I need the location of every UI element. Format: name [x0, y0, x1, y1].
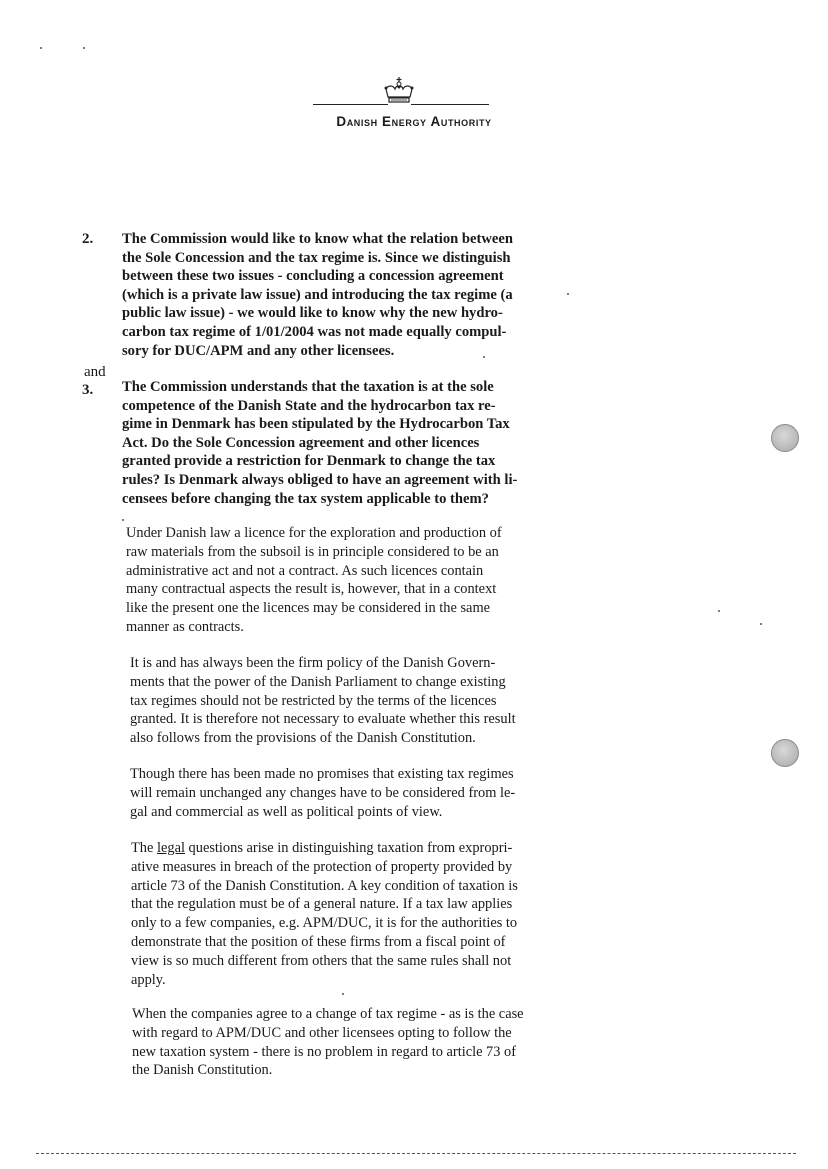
question-line: carbon tax regime of 1/01/2004 was not made equally compul-	[122, 323, 507, 340]
question-line: The Commission would like to know what the relation between	[122, 231, 513, 247]
question-line: rules? Is Denmark always obliged to have an agreement with li-	[122, 471, 518, 488]
scan-speck	[83, 47, 85, 49]
answer-line: ative measures in breach of the protection of property provided by	[131, 858, 513, 875]
question-number: 3.	[82, 382, 94, 398]
question-connector: and	[84, 364, 106, 380]
question-text	[122, 378, 582, 508]
question-line: between these two issues - concluding a concession agreement	[122, 268, 504, 285]
question-line: Act. Do the Sole Concession agreement and other licences	[122, 434, 480, 451]
punch-hole	[771, 739, 799, 767]
letterhead-rule-left	[313, 104, 388, 105]
answer-line: It is and has always been the firm policy of the Danish Govern-	[130, 655, 496, 671]
question-text	[122, 230, 582, 360]
answer-line: manner as contracts.	[126, 618, 244, 635]
answer-paragraph	[130, 654, 600, 748]
answer-line: new taxation system - there is no problem in regard to article 73 of	[132, 1043, 517, 1060]
scan-speck	[483, 356, 485, 358]
answer-line-start: The	[131, 840, 157, 856]
underlined-word: legal	[156, 840, 185, 856]
answer-line: also follows from the provisions of the Danish Constitution.	[130, 730, 476, 747]
answer-line: view is so much different from others that the same rules shall not	[131, 952, 512, 969]
answer-paragraph	[131, 839, 601, 989]
letterhead-rule-right	[411, 104, 489, 105]
answer-line: gal and commercial as well as political points of view.	[130, 803, 443, 820]
answer-paragraph	[126, 524, 596, 637]
scan-speck	[760, 623, 762, 625]
answer-line: will remain unchanged any changes have to be considered from le-	[130, 784, 516, 801]
answer-paragraph	[132, 1005, 602, 1080]
answer-paragraph	[130, 765, 600, 821]
answer-line: demonstrate that the position of these firms from a fiscal point of	[131, 933, 506, 950]
question-line: (which is a private law issue) and introducing the tax regime (a	[122, 286, 513, 303]
answer-line: with regard to APM/DUC and other licensees opting to follow the	[132, 1024, 512, 1041]
answer-line: only to a few companies, e.g. APM/DUC, it is for the authorities to	[131, 915, 518, 932]
page-bottom-rule	[36, 1153, 796, 1154]
answer-line-rest: questions arise in distinguishing taxation from expropri-	[184, 840, 513, 856]
answer-line: granted. It is therefore not necessary to evaluate whether this result	[130, 711, 516, 728]
scan-speck	[40, 47, 42, 49]
scan-speck	[718, 610, 720, 612]
scan-speck	[122, 519, 124, 521]
question-line: competence of the Danish State and the hydrocarbon tax re-	[122, 397, 496, 414]
answer-line: like the present one the licences may be considered in the same	[126, 600, 491, 617]
question-line: The Commission understands that the taxation is at the sole	[122, 379, 494, 395]
answer-line: many contractual aspects the result is, however, that in a context	[126, 581, 497, 598]
organization-name: Danish Energy Authority	[336, 114, 492, 129]
answer-line: administrative act and not a contract. As such licences contain	[126, 562, 484, 579]
answer-line: Under Danish law a licence for the exploration and production of	[126, 525, 502, 541]
answer-line: article 73 of the Danish Constitution. A key condition of taxation is	[131, 877, 518, 894]
question-number: 2.	[82, 231, 94, 247]
question-line: the Sole Concession and the tax regime is. Since we distinguish	[122, 249, 511, 266]
answer-line: raw materials from the subsoil is in principle considered to be an	[126, 543, 499, 560]
question-line: granted provide a restriction for Denmark to change the tax	[122, 453, 496, 470]
answer-line: Though there has been made no promises that existing tax regimes	[130, 766, 514, 782]
punch-hole	[771, 424, 799, 452]
question-line: gime in Denmark has been stipulated by the Hydrocarbon Tax	[122, 416, 510, 433]
answer-line	[131, 839, 601, 858]
scan-speck	[342, 993, 344, 995]
question-line: public law issue) - we would like to know why the new hydro-	[122, 305, 503, 322]
crown-emblem-icon	[378, 76, 420, 106]
question-line: censees before changing the tax system applicable to them?	[122, 490, 489, 507]
question-line: sory for DUC/APM and any other licensees.	[122, 342, 395, 359]
answer-line: When the companies agree to a change of tax regime - as is the case	[132, 1006, 524, 1022]
answer-line: ments that the power of the Danish Parliament to change existing	[130, 673, 506, 690]
answer-line: apply.	[131, 971, 166, 988]
answer-line: the Danish Constitution.	[132, 1062, 273, 1079]
answer-line: that the regulation must be of a general nature. If a tax law applies	[131, 896, 513, 913]
scan-speck	[567, 293, 569, 295]
answer-line: tax regimes should not be restricted by the terms of the licences	[130, 692, 497, 709]
